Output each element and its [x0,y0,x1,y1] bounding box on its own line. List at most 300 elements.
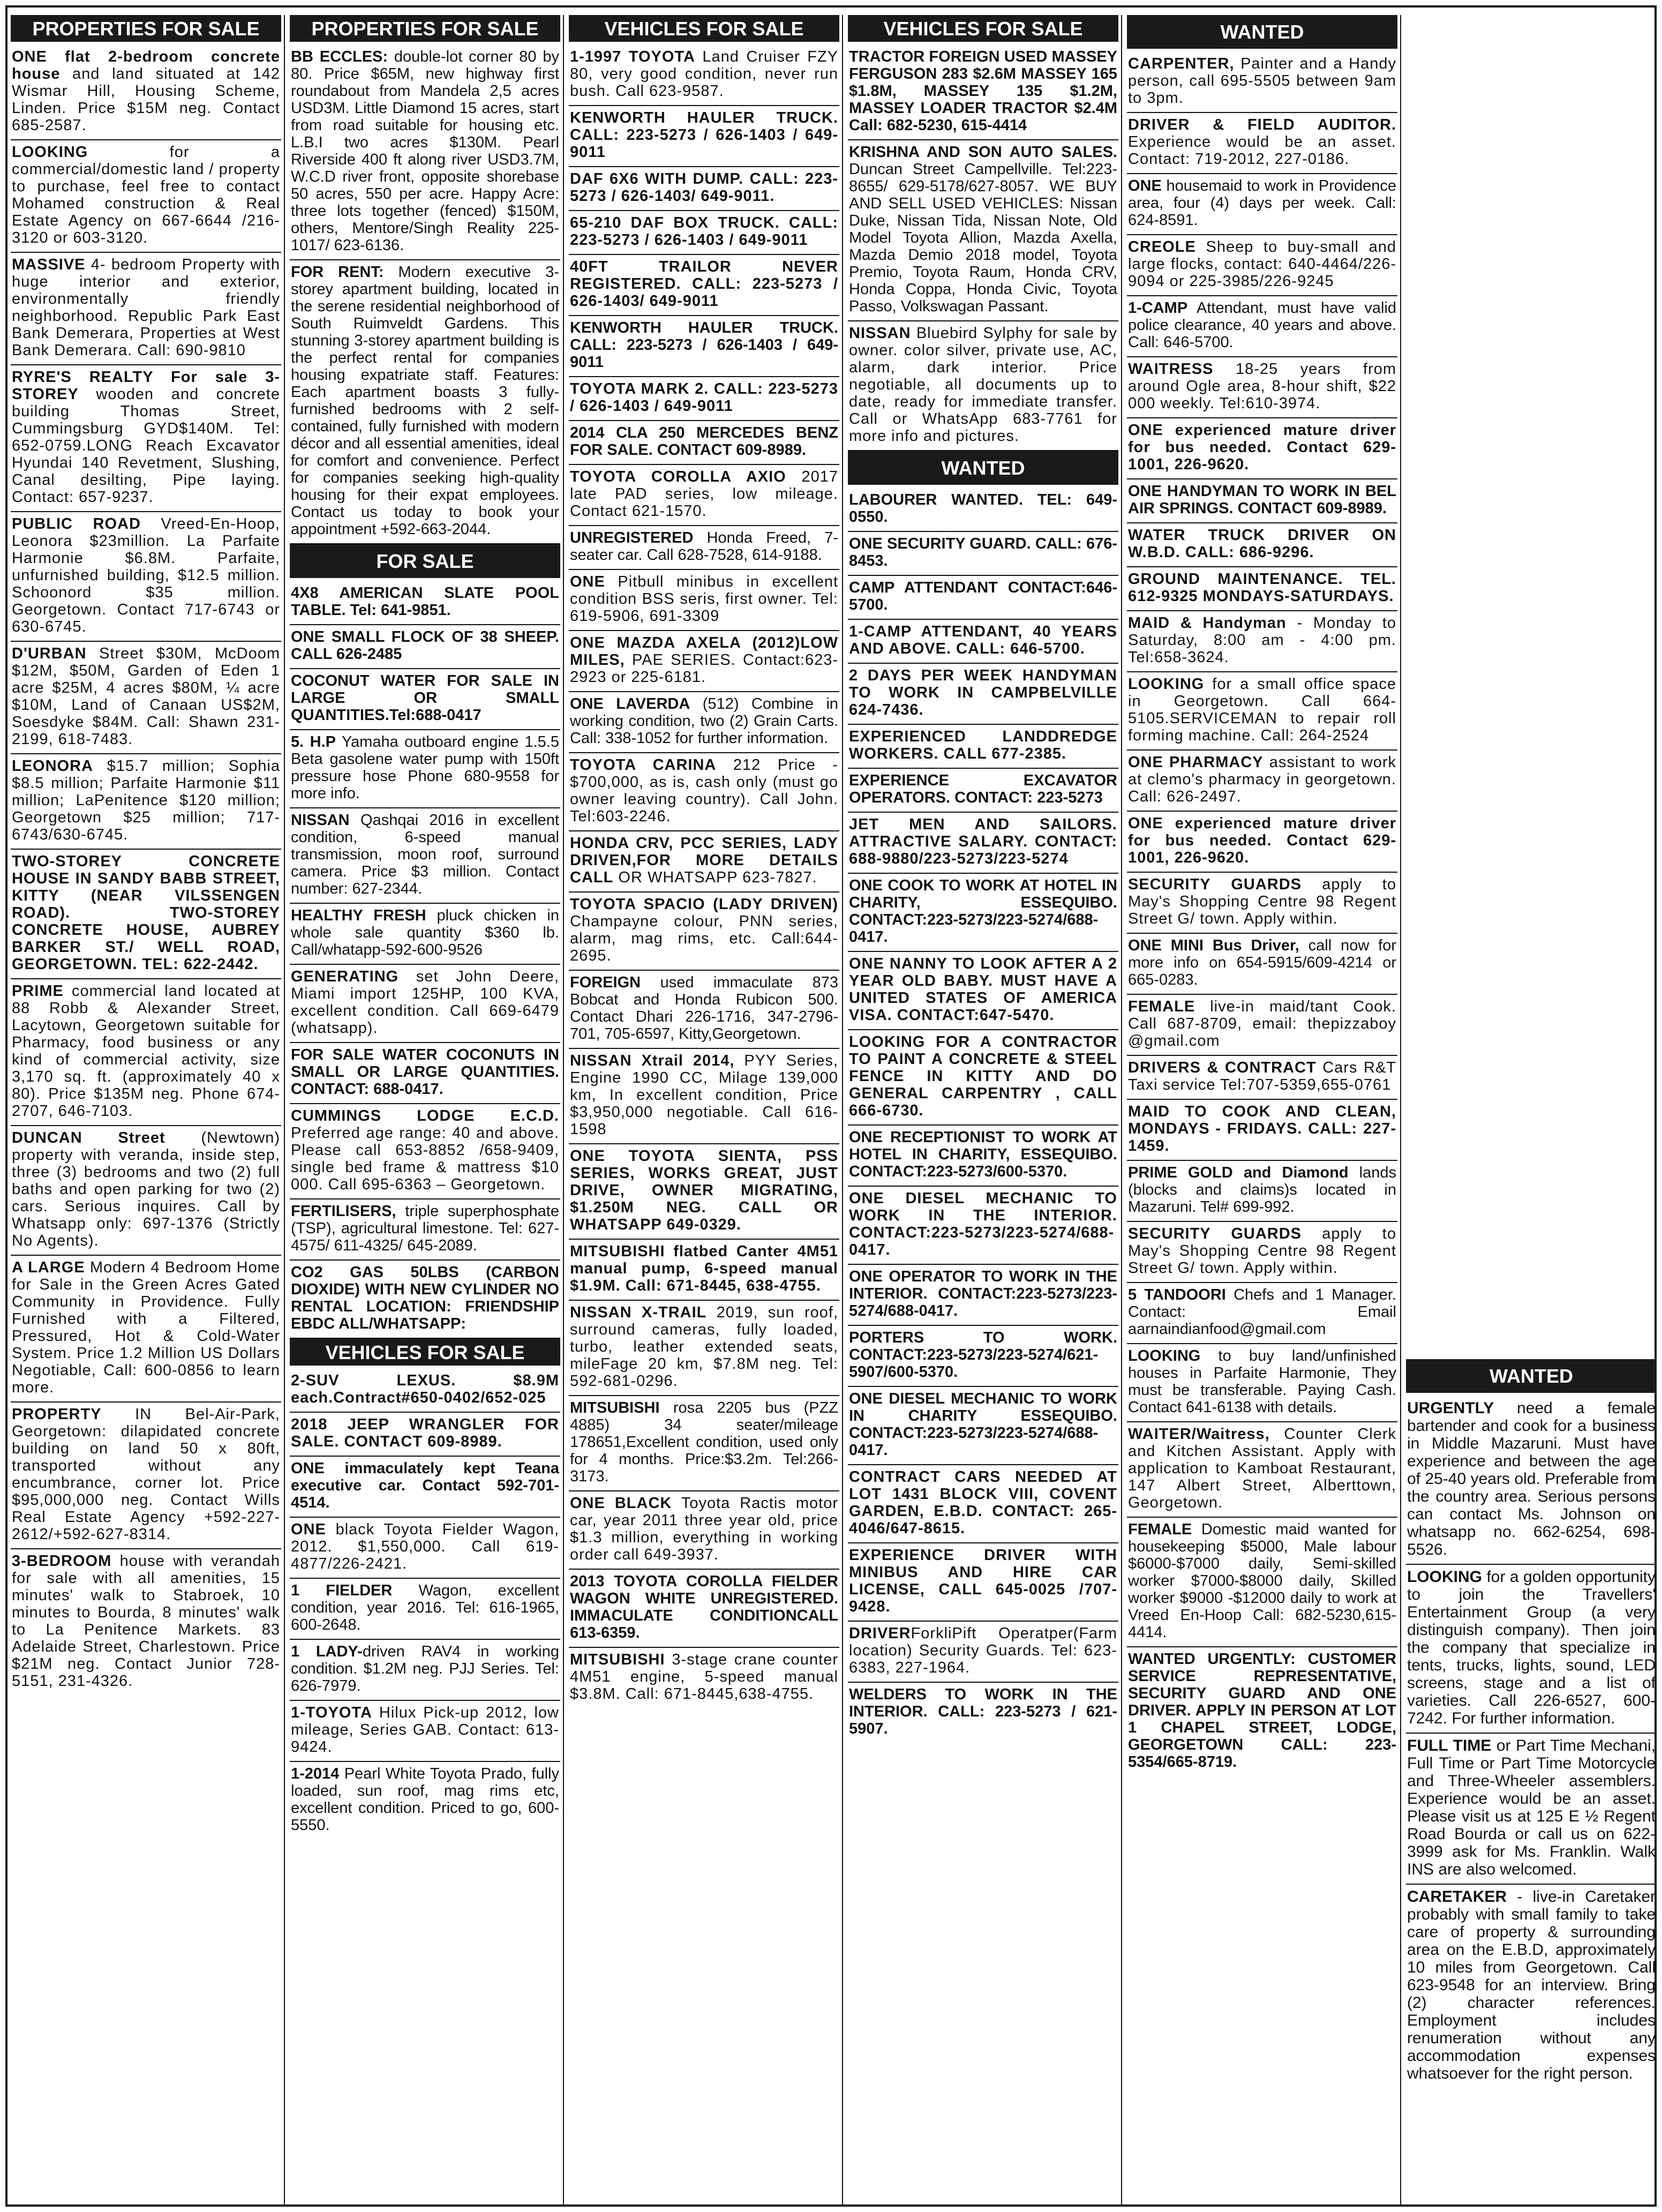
classified-ad [1127,995,1397,1056]
classified-ad [290,730,560,808]
ad-lead: WATER TRUCK DRIVER ON W.B.D. CALL: 686-9296. [1128,527,1396,561]
ad-lead: NISSAN [849,325,911,342]
classified-ad [848,1387,1118,1465]
classified-ad [11,365,281,512]
ad-lead: SECURITY GUARDS [1128,876,1302,893]
classified-ad [290,1261,560,1339]
classified-ad [569,1301,839,1396]
classified-ad [1127,296,1397,357]
ad-body: need a female bartender and cook for a business in Middle Mazaruni. Must have experience and between the age of 25-40 years old. Preferable from the country area. Serious persons can contact Ms. Johnson on whatsapp no. 662-6254, 698-5526. [1407,1399,1656,1558]
ad-lead: ONE [291,1521,326,1538]
classified-ad [1127,357,1397,418]
classified-ad [1127,1283,1397,1344]
ad-lead: WANTED URGENTLY: CUSTOMER SERVICE REPRESENTATIVE, SECURITY GUARD AND ONE DRIVER. APPLY IN PERSON AT LOT 1 CHAPEL STREET, LODGE, GEORGETOWN CALL: 223-5354/665-8719. [1128,1651,1396,1771]
classified-ad [848,874,1118,952]
ad-lead: 5 TANDOORI [1128,1286,1226,1303]
classified-ad [290,1043,560,1104]
section-header: VEHICLES FOR SALE [569,15,839,42]
ad-body: double-lot corner 80 by 80. Price $65M, new highway first roundabout from Mandela 2,5 acres USD3M. Little Diamond 15 acres, start from road suitable for housing etc. L.B.I two acres $130M. Pearl Riverside 400 ft along river USD3.7M, W.C.D river front, opposite shorebase 50 acres, 550 per acre. Happy Acre: three lots together (fenced) $150M, others, Mentore/Singh Reality 225-1017/ 623-6136. [291,48,559,254]
ad-body: pluck chicken in whole sale quantity $360 lb. Call/whatapp-592-600-9526 [291,907,559,958]
ad-body: 2017 late PAD series, low mileage. Contact 621-1570. [570,468,838,520]
ad-lead: TRACTOR FOREIGN USED MASSEY FERGUSON 283 $2.6M MASSEY 165 $1.8M, MASSEY 135 $1.2M, MASSEY LOADER TRACTOR $2.4M Call: 682-5230, 615-4414 [849,48,1117,134]
ad-body: 212 Price - $700,000, as is, cash only (must go owner leaving country). Call John. Tel:603-2246. [570,756,838,825]
classified-ad [290,904,560,965]
section-header: WANTED [848,451,1118,485]
ad-lead: MASSIVE [12,256,86,273]
ad-lead: KENWORTH HAULER TRUCK. CALL: 223-5273 / 626-1403 / 649-9011 [570,319,838,371]
ad-body: 3-stage crane counter 4M51 engine, 5-speed manual $3.8M. Call: 671-8445,638-4755. [570,1651,838,1703]
ad-lead: 4X8 AMERICAN SLATE POOL TABLE. Tel: 641-9851. [291,584,559,619]
ad-lead: 1-TOYOTA [291,1704,372,1721]
ad-lead: DRIVER [849,1625,911,1642]
ad-body: Cars R&T Taxi service Tel:707-5359,655-0761 [1128,1059,1397,1093]
column-2 [290,15,560,2206]
column-6 [1406,1359,1657,2206]
classified-ad [290,1413,560,1457]
ad-lead: ONE [570,573,605,590]
ad-body: Hilux Pick-up 2012, low mileage, Series GAB. Contact: 613-9424. [291,1704,559,1756]
ad-lead: TOYOTA MARK 2. CALL: 223-5273 / 626-1403 / 649-9011 [570,380,838,415]
ad-body: Champayne colour, PNN series, alarm, mag rims, etc. Call:644-2695. [570,913,838,964]
classified-ad [569,316,839,377]
classified-ad [1406,1565,1657,1734]
ad-lead: 1-2014 [291,1765,340,1782]
ad-lead: 2014 CLA 250 MERCEDES BENZ FOR SALE. CONTACT 609-8989. [570,424,838,459]
ad-lead: GENERATING [291,968,399,985]
classified-ad [569,526,839,570]
ad-lead: LOOKING [12,144,88,161]
column-rule [1400,15,1401,2206]
ad-lead: DUNCAN Street [12,1129,166,1146]
ad-lead: LEONORA [12,758,93,775]
classified-ad [569,1396,839,1491]
ad-body: (Newtown) property with veranda, inside step, three (3) bedrooms and two (2) full baths and open parking for two (2) cars. Serious inquires. Call by Whatsapp only: 697-1376 (Strictly No Agents). [12,1129,280,1249]
classified-ad [290,1579,560,1640]
ad-lead: FOREIGN [570,974,641,991]
ad-lead: 5. H.P [291,733,336,751]
classified-ad [11,1126,281,1256]
classified-ad [848,813,1118,874]
classified-ad [290,1762,560,1839]
ad-body: triple superphosphate (TSP), agricultural limestone. Tel: 627-4575/ 611-4325/ 645-2089. [291,1203,559,1254]
ad-lead: WAITRESS [1128,361,1214,378]
ad-lead: ONE SECURITY GUARD. CALL: 676-8453. [849,535,1117,569]
ad-lead: ONE experienced mature driver for bus needed. Contact 629-1001, 226-9620. [1128,815,1396,866]
ad-body: Experience would be an asset. Contact: 719-2012, 227-0186. [1128,133,1396,168]
ad-lead: PRIME [12,983,64,1000]
ad-body: Chefs and 1 Manager. Contact: Email aarnaindianfood@gmail.com [1128,1286,1396,1338]
classified-ad [848,576,1118,620]
ad-lead: A LARGE [12,1259,85,1276]
ad-lead: CONTRACT CARS NEEDED AT LOT 1431 BLOCK VIII, COVENT GARDEN, E.B.D. CONTACT: 265-4046/647-8615. [849,1468,1117,1537]
classified-ad [1406,1734,1657,1885]
ad-body: assistant to work at clemo's pharmacy in georgetown. Call: 626-2497. [1128,754,1396,805]
section-header: VEHICLES FOR SALE [848,15,1118,42]
classified-ad [290,581,560,625]
classified-ad [569,106,839,167]
column-rule [284,15,285,2206]
classified-ad [11,140,281,253]
classified-ad [290,260,560,544]
classified-ad [848,620,1118,664]
ad-lead: BB ECCLES: [291,48,388,65]
classified-ad [1127,873,1397,934]
ad-body: Counter Clerk and Kitchen Assistant. Apply with application to Kamboat Restaurant, 147 Albert Street, Alberttown, Georgetown. [1128,1426,1396,1511]
ad-lead: ONE TOYOTA SIENTA, PSS SERIES, WORKS GREAT, JUST DRIVE, OWNER MIGRATING, $1.250M NEG. CALL OR WHATSAPP 649-0329. [570,1148,838,1233]
ad-lead: 1 FIELDER [291,1582,393,1599]
classified-ad [848,1030,1118,1126]
column-rule [563,15,564,2206]
ad-lead: TOYOTA SPACIO (LADY DRIVEN) [570,896,838,913]
ad-body: Yamaha outboard engine 1.5.5 Beta gasolene water pump with 150ft pressure hose Phone 680-9558 for more info. [291,733,560,802]
ad-lead: LOOKING [1407,1568,1482,1586]
ad-body: PYY Series, Engine 1990 CC, Milage 139,000 km, In excellent condition, Price $3,950,000 negotiable. Call 616-1598 [570,1052,838,1138]
column-4 [848,15,1118,2206]
classified-ad [569,377,839,421]
classified-ad [11,1403,281,1549]
classified-ad [290,669,560,730]
ad-lead: CREOLE [1128,238,1196,256]
ad-lead: DRIVERS & CONTRACT [1128,1059,1317,1076]
ad-lead: NISSAN Xtrail 2014, [570,1052,735,1069]
ad-lead: URGENTLY [1407,1399,1494,1417]
ad-body: $15.7 million; Sophia $8.5 million; Parfaite Harmonie $11 million; LaPenitence $120 million; Georgetown $25 million; 717-6743/630-6745. [12,758,280,843]
ad-lead: NISSAN [291,812,350,829]
ad-body: Painter and a Handy person, call 695-5505 between 9am to 3pm. [1128,55,1396,107]
classified-ad [11,754,281,850]
ad-lead: ONE NANNY TO LOOK AFTER A 2 YEAR OLD BABY. MUST HAVE A UNITED STATES OF AMERICA VISA. CONTACT:647-5470. [849,955,1117,1024]
ad-body: Honda Freed, 7-seater car. Call 628-7528, 614-9188. [570,529,838,564]
ad-body: Vreed-En-Hoop, Leonora $23million. La Parfaite Harmonie $6.8M. Parfaite, unfurnished building, $12.5 million. Schoonord $35 million. Georgetown. Contact 717-6743 or 630-6745. [12,515,280,635]
ad-lead: COCONUT WATER FOR SALE IN LARGE OR SMALL QUANTITIES.Tel:688-0417 [291,672,559,724]
ad-body: Modern executive 3-storey apartment building, located in the serene residential neighborhood of South Ruimveldt Gardens. This stunning 3-storey apartment building is the perfect rental for companies housing expatriate staff. Features: Each apartment boasts 3 fully- furnished bedrooms with 2 self-contained, fully furnished with modern décor and all essential amenities, ideal for comfort and convenience. Perfect for companies seeking high-quality housing for their expat employees. Contact us today to book your appointment +592-663-2044. [291,264,559,538]
ad-body: 4- bedroom Property with huge interior and exterior, environmentally friendly neighborhood. Republic Park East Bank Demerara, Properties at West Bank Demerara. Call: 690-9810 [12,256,280,359]
section-header: PROPERTIES FOR SALE [11,15,281,42]
classified-ad [1127,611,1397,672]
ad-body: apply to May's Shopping Centre 98 Regent Street G/ town. Apply within. [1128,876,1396,927]
ad-body: lands (blocks and claims)s located in Mazaruni. Tel# 699-992. [1128,1164,1396,1216]
classified-ad [569,1144,839,1240]
ad-body: call now for more info on 654-5915/609-4214 or 665-0283. [1128,937,1396,988]
classified-ad [290,1457,560,1518]
classified-ad [290,1369,560,1413]
ad-body: used immaculate 873 Bobcat and Honda Rubicon 500. Contact Dhari 226-1716, 347-2796-701, 705-6597, Kitty,Georgetown. [570,974,838,1043]
classified-ad [1127,174,1397,235]
ad-lead: LABOURER WANTED. TEL: 649-0550. [849,491,1117,526]
column-5 [1127,15,1397,2206]
ad-lead: EXPERIENCE EXCAVATOR OPERATORS. CONTACT: 223-5273 [849,772,1117,806]
ad-body: Land Cruiser FZY 80, very good condition, never run bush. Call 623-9587. [570,48,838,100]
classified-ad [848,532,1118,576]
ad-lead: ONE COOK TO WORK AT HOTEL IN CHARITY, ESSEQUIBO. CONTACT:223-5273/223-5274/688-0417. [849,877,1117,946]
ad-lead: KENWORTH HAULER TRUCK. CALL: 223-5273 / 626-1403 / 649-9011 [570,109,838,161]
classified-ad [569,421,839,465]
classifieds-page [5,5,1657,2207]
ad-lead: CUMMINGS LODGE E.C.D. [291,1107,559,1124]
ad-lead: MAID & Handyman [1128,614,1287,632]
ad-lead: ONE [1128,177,1162,194]
classified-ad [848,1622,1118,1683]
ad-lead: DAF 6X6 WITH DUMP. CALL: 223-5273 / 626-1403/ 649-9011. [570,170,838,205]
ad-body: PAE SERIES. Contact:623-2923 or 225-6181. [570,651,838,686]
ad-body: housemaid to work in Providence area, four (4) days per week. Call: 624-8591. [1128,177,1396,229]
ad-body: Street $30M, McDoom $12M, $50M, Garden of Eden 1 acre $25M, 4 acres $80M, ¼ acre $10M, Land of Canaan US$2M, Soesdyke $84M. Call: Shawn 231-2199, 618-7483. [12,645,280,748]
ad-body: commercial land located at 88 Robb & Alexander Street, Lacytown, Georgetown suitable for Pharmacy, food business or any kind of commercial activity, size 3,170 sq. ft. (approximately 40 x 80). Price $135M neg. Phone 674-2707, 646-7103. [12,983,280,1120]
ad-lead: ONE flat 2-bedroom concrete house [12,48,280,83]
classified-ad [11,1256,281,1403]
classified-ad [569,893,839,971]
ad-body: Attendant, must have valid police clearance, 40 years and above. Call: 646-5700. [1128,299,1396,351]
ad-lead: ONE PHARMACY [1128,754,1264,771]
classified-ad [11,979,281,1126]
classified-ad [848,1126,1118,1187]
classified-ad [1127,1161,1397,1222]
ad-lead: HONDA CRV, PCC SERIES, LADY DRIVEN,FOR MORE DETAILS CALL [570,835,838,886]
ad-body: IN Bel-Air-Park, Georgetown: dilapidated concrete building on land 50 x 80ft, transported without any encumbrance, corner lot. Price $95,000,000 neg. Contact Wills Real Estate Agency +592-227-2612/+592-627-8314. [12,1406,280,1543]
ad-body: and land situated at 142 Wismar Hill, Housing Scheme, Linden. Price $15M neg. Contact 685-2587. [12,65,280,134]
ad-lead: KRISHNA AND SON AUTO SALES. [849,144,1117,161]
classified-ad [1127,1647,1397,1776]
ad-lead: 2018 JEEP WRANGLER FOR SALE. CONTACT 609-8989. [291,1416,559,1450]
section-header: PROPERTIES FOR SALE [290,15,560,42]
ad-lead: 2013 TOYOTA COROLLA FIELDER WAGON WHITE UNREGISTERED. IMMACULATE CONDITIONCALL 613-6359. [570,1573,838,1641]
ad-lead: ONE MAZDA AXELA (2012)LOW MILES, [570,634,838,669]
ad-lead: LOOKING [1128,1347,1201,1364]
ad-lead: PRIME GOLD and Diamond [1128,1164,1349,1181]
ad-lead: LOOKING FOR A CONTRACTOR TO PAINT A CONCRETE & STEEL FENCE IN KITTY AND DO GENERAL CARPENTRY , CALL 666-6730. [849,1033,1117,1119]
ad-body: 2019, sun roof, surround cameras, fully loaded, turbo, leather extended seats, mileFage 20 km, $7.8M neg. Tel: 592-681-0296. [570,1304,839,1390]
ad-lead: 1-CAMP [1128,299,1188,317]
ad-lead: FEMALE [1128,1521,1192,1538]
classified-ad [1127,1056,1397,1100]
ad-body: apply to May's Shopping Centre 98 Regent Street G/ town. Apply within. [1128,1225,1396,1277]
ad-lead: FOR RENT: [291,264,384,281]
ad-lead: ONE OPERATOR TO WORK IN THE INTERIOR. CONTACT:223-5273/223-5274/688-0417. [849,1268,1117,1319]
classified-ad [569,753,839,831]
classified-ad [848,45,1118,140]
classified-ad [11,45,281,140]
ad-lead: CARPENTER, [1128,55,1235,72]
ad-lead: EXPERIENCED LANDDREDGE WORKERS. CALL 677-2385. [849,728,1117,762]
ad-lead: ONE SMALL FLOCK OF 38 SHEEP. CALL 626-2485 [291,628,559,663]
classified-ad [1127,812,1397,873]
classified-ad [569,570,839,631]
ad-lead: WELDERS TO WORK IN THE INTERIOR. CALL: 223-5273 / 621-5907. [849,1686,1117,1737]
ad-lead: SECURITY GUARDS [1128,1225,1302,1242]
classified-ad [11,850,281,979]
ad-lead: 40FT TRAILOR NEVER REGISTERED. CALL: 223-5273 / 626-1403/ 649-9011 [570,258,838,310]
classified-ad [848,1326,1118,1387]
ad-lead: HEALTHY FRESH [291,907,426,924]
classified-ad [569,1570,839,1648]
classified-ad [848,488,1118,532]
column-rule [842,15,843,2206]
ad-lead: TOYOTA CARINA [570,756,717,774]
classified-ad [1127,751,1397,812]
classified-ad [1127,1422,1397,1518]
ad-lead: WAITER/Waitress, [1128,1426,1270,1443]
classified-ad [848,1543,1118,1622]
ad-body: ForkliPift Operatper(Farm location) Security Guards. Tel: 623-6383, 227-1964. [849,1625,1117,1676]
ad-lead: CO2 GAS 50LBS (CARBON DIOXIDE) WITH NEW CYLINDER NO RENTAL LOCATION: FRIENDSHIP EBDC ALL/WHATSAPP: [291,1264,559,1332]
classified-ad [1127,479,1397,523]
ad-body: Sheep to buy-small and large flocks, contact: 640-4464/226-9094 or 225-3985/226-9245 [1128,238,1396,290]
classified-ad [848,1465,1118,1543]
classified-ad [290,1640,560,1701]
ad-lead: FERTILISERS, [291,1203,396,1220]
ad-lead: DRIVER & FIELD AUDITOR. [1128,116,1396,133]
ad-body: Modern 4 Bedroom Home for Sale in the Green Acres Gated Community in Providence. Fully Furnished with a Filtered, Pressured, Hot & Cold-Water System. Price 1.2 Million US Dollars Negotiable, Call: 600-0856 to learn more. [12,1259,280,1396]
ad-body: - live-in Caretaker probably with small family to take care of property & surrounding area on the E.B.D, approximately 10 miles from Georgetown. Call 623-9548 for an interview. Bring (2) character references. Employment includes renumeration without any accommodation expenses whatsoever for the right person. [1407,1888,1656,2082]
ad-body: Duncan Street Campellville. Tel:223-8655/ 629-5178/627-8057. WE BUY AND SELL USED VEHICLES: Nissan Duke, Nissan Tida, Nissan Note, Old Model Toyota Allion, Mazda Axella, Mazda Demio 2018 model, Toyota Premio, Toyota Raum, Honda CRV, Honda Coppa, Honda Civic, Toyota Passo, Volkswagan Passant. [849,161,1117,315]
section-header: WANTED [1406,1359,1657,1393]
ad-body: for a small office space in Georgetown. Call 664-5105.SERVICEMAN to repair roll forming machine. Call: 264-2524 [1128,676,1396,744]
ad-body: 18-25 years from around Ogle area, 8-hour shift, $22 000 weekly. Tel:610-3974. [1128,361,1396,412]
classified-ad [11,253,281,365]
ad-lead: RYRE'S REALTY For sale 3-STOREY [12,369,280,403]
ad-lead: ONE DIESEL MECHANIC TO WORK IN THE INTERIOR. CONTACT:223-5273/223-5274/688-0417. [849,1190,1117,1258]
ad-lead: EXPERIENCE DRIVER WITH MINIBUS AND HIRE CAR LICENSE, CALL 645-0025 /707-9428. [849,1547,1117,1615]
classified-ad [11,642,281,754]
classified-ad [848,664,1118,725]
ad-body: Domestic maid wanted for housekeeping $5000, Male labour $6000-$7000 daily, Semi-skilled worker $7000-$8000 daily, Skilled worker $9000 -$12000 daily to work at Vreed En-Hoop Call: 682-5230,615- 4414. [1128,1521,1396,1641]
classified-ad [569,692,839,753]
ad-lead: 3-BEDROOM [12,1553,112,1570]
classified-ad [848,140,1118,321]
classified-ad [569,1648,839,1708]
classified-ad [569,831,839,893]
classified-ad [569,971,839,1049]
ad-lead: TWO-STOREY CONCRETE HOUSE IN SANDY BABB STREET, KITTY (NEAR VILSSENGEN ROAD). TWO-STOREY CONCRETE HOUSE, AUBREY BARKER ST./ WELL ROAD, GEORGETOWN. TEL: 622-2442. [12,853,280,973]
ad-lead: ONE experienced mature driver for bus needed. Contact 629-1001, 226-9620. [1128,422,1396,473]
ad-body: (512) Combine in working condition, two (2) Grain Carts. Call: 338-1052 for further information. [570,695,839,747]
ad-lead: TOYOTA COROLLA AXIO [570,468,786,485]
section-header: FOR SALE [290,544,560,578]
classified-ad [1127,1344,1397,1422]
ad-lead: FULL TIME [1407,1737,1492,1754]
ad-lead: ONE immaculately kept Teana executive car. Contact 592-701-4514. [291,1460,559,1511]
column-rule [1121,15,1122,2206]
ad-lead: CARETAKER [1407,1888,1507,1906]
ad-body: Preferred age range: 40 and above. Please call 653-8852 /658-9409, single bed frame & mattress $10 000. Call 695-6363 – Georgetown. [291,1124,559,1193]
ad-body: set John Deere, Miami import 125HP, 100 KVA, excellent condition. Call 669-6479 (whatsapp). [291,968,559,1037]
ad-lead: PUBLIC ROAD [12,515,141,533]
ad-lead: MITSUBISHI [570,1651,665,1668]
ad-lead: MAID TO COOK AND CLEAN, MONDAYS - FRIDAYS. CALL: 227-1459. [1128,1103,1396,1154]
ad-lead: ONE DIESEL MECHANIC TO WORK IN CHARITY ESSEQUIBO. CONTACT:223-5273/223-5274/688-0417. [849,1390,1117,1459]
column-3 [569,15,839,2206]
ad-lead: ONE LAVERDA [570,695,690,713]
classified-ad [1127,672,1397,751]
classified-ad [848,321,1118,451]
ad-lead: 2-SUV LEXUS. $8.9M each.Contract#650-0402/652-025 [291,1372,559,1406]
classified-ad [1127,113,1397,174]
classified-ad [1127,1100,1397,1161]
ad-body: house with verandah for sale with all amenities, 15 minutes' walk to Stabroek, 10 minutes to Bourda, 8 minutes' walk to La Penitence Markets. 83 Adelaide Street, Charlestown. Price $21M neg. Contact Junior 728-5151, 231-4326. [12,1553,280,1690]
classified-ad [290,1199,560,1261]
classified-ad [290,808,560,904]
ad-body: black Toyota Fielder Wagon, 2012. $1,550,000. Call 619-4877/226-2421. [291,1521,559,1572]
classified-ad [848,1265,1118,1326]
ad-lead: FEMALE [1128,998,1195,1015]
ad-body: wooden and concrete building Thomas Street, Cummingsburg GYD$140M. Tel: 652-0759.LONG Reach Excavator Hyundai 140 Revetment, Slushing, Canal desilting, Pipe laying. Contact: 657-9237. [12,386,280,506]
classified-ad [569,1240,839,1301]
ad-lead: ONE HANDYMAN TO WORK IN BEL AIR SPRINGS. CONTACT 609-8989. [1128,483,1396,517]
classified-ad [11,1549,281,1695]
ad-lead: JET MEN AND SAILORS. ATTRACTIVE SALARY. CONTACT: 688-9880/223-5273/223-5274 [849,816,1117,867]
ad-lead: ONE MINI Bus Driver, [1128,937,1299,954]
classified-ad [11,512,281,642]
classified-ad [569,167,839,211]
classified-ad [1127,1518,1397,1647]
classified-ad [569,1491,839,1570]
ad-body: Wagon, excellent condition, year 2016. Tel: 616-1965, 600-2648. [291,1582,560,1633]
ad-lead: PORTERS TO WORK. CONTACT:223-5273/223-5274/621-5907/600-5370. [849,1329,1117,1381]
ad-lead: MITSUBISHI [570,1399,660,1416]
ad-lead: GROUND MAINTENANCE. TEL. 612-9325 MONDAYS-SATURDAYS. [1128,571,1396,605]
ad-body: to buy land/unfinished houses in Parfaite Harmonie, They must be transferable. Paying Cash. Contact 641-6138 with details. [1128,1347,1396,1416]
classified-ad [848,769,1118,813]
classified-ad [1127,1222,1397,1283]
classified-ad [569,255,839,316]
ad-body: for a golden opportunity to join the Travellers' Entertainment Group (a very distinguish company). Then join the company that specialize in tents, trucks, lights, sound, LED screens, stage and a list of varieties. Call 226-6527, 600-7242. For further information. [1407,1568,1656,1727]
ad-lead: D'URBAN [12,645,87,662]
classified-ad [1406,1396,1657,1565]
classified-ad [848,1683,1118,1743]
ad-lead: FOR SALE WATER COCONUTS IN SMALL OR LARGE QUANTITIES. CONTACT: 688-0417. [291,1046,559,1098]
ad-lead: PROPERTY [12,1406,102,1423]
ad-body: OR WHATSAPP 623-7827. [613,869,817,886]
classified-ad [848,1187,1118,1265]
classified-ad [1127,52,1397,113]
ad-lead: UNREGISTERED [570,529,694,546]
classified-ad [848,952,1118,1030]
ad-body: Toyota Ractis motor car, year 2011 three year old, price $1.3 million, everything in working order call 649-3937. [570,1495,838,1563]
ad-body: Qashqai 2016 in excellent condition, 6-speed manual transmission, moon roof, surround camera. Price $3 million. Contact number: 627-2344. [291,812,559,897]
ad-lead: ONE BLACK [570,1495,672,1512]
ad-body: driven RAV4 in working condition. $1.2M neg. PJJ Series. Tel: 626-7979. [291,1643,559,1694]
ad-lead: 2 DAYS PER WEEK HANDYMAN TO WORK IN CAMPBELVILLE 624-7436. [849,667,1117,718]
ad-lead: 1-1997 TOYOTA [570,48,695,65]
classified-ad [290,1701,560,1762]
classified-ad [1127,523,1397,567]
ad-lead: NISSAN X-TRAIL [570,1304,707,1321]
ad-body: Pearl White Toyota Prado, fully loaded, sun roof, mag rims etc, excellent condition. Priced to go, 600-5550. [291,1765,559,1834]
ad-body: rosa 2205 bus (PZZ 4885) 34 seater/mileage 178651,Excellent condition, used only for 4 months. Price:$3.2m. Tel:266-3173. [570,1399,838,1485]
ad-lead: 1 LADY- [291,1643,363,1660]
classified-ad [1127,418,1397,479]
classified-ad [1406,1885,1657,2088]
ad-lead: 1-CAMP ATTENDANT, 40 YEARS AND ABOVE. CALL: 646-5700. [849,623,1117,657]
classified-ad [848,725,1118,769]
classified-ad [290,1518,560,1579]
ad-body: Pitbull minibus in excellent condition BSS seris, first owner. Tel: 619-5906, 691-3309 [570,573,838,625]
ad-body: Bluebird Sylphy for sale by owner. color silver, private use, AC, alarm, dark interior. Price negotiable, all documents up to date, ready for immediate transfer. Call or WhatsApp 683-7761 for more info and pictures. [849,325,1117,445]
classified-ad [290,45,560,260]
classified-ad [569,45,839,106]
ad-lead: 65-210 DAF BOX TRUCK. CALL: 223-5273 / 626-1403 / 649-9011 [570,214,838,249]
ad-lead: LOOKING [1128,676,1205,693]
column-1 [11,15,281,2206]
section-header: WANTED [1127,15,1397,49]
classified-ad [290,1104,560,1199]
classified-ad [290,965,560,1043]
ad-body: for a commercial/domestic land / property to purchase, feel free to contact Mohamed construction & Real Estate Agency on 667-6644 /216-3120 or 603-3120. [12,144,280,246]
ad-lead: CAMP ATTENDANT CONTACT:646-5700. [849,579,1117,613]
ad-body: or Part Time Mechani, Full Time or Part Time Motorcycle and Three-Wheeler assemblers. Experience would be an asset. Please visit us at 125 E ½ Regent Road Bourda or call us on 622-3999 ask for Ms. Franklin. Walk INS are also welcomed. [1407,1737,1656,1878]
ad-lead: ONE RECEPTIONIST TO WORK AT HOTEL IN CHARITY, ESSEQUIBO. CONTACT:223-5273/600-5370. [849,1129,1117,1180]
classified-ad [569,631,839,692]
